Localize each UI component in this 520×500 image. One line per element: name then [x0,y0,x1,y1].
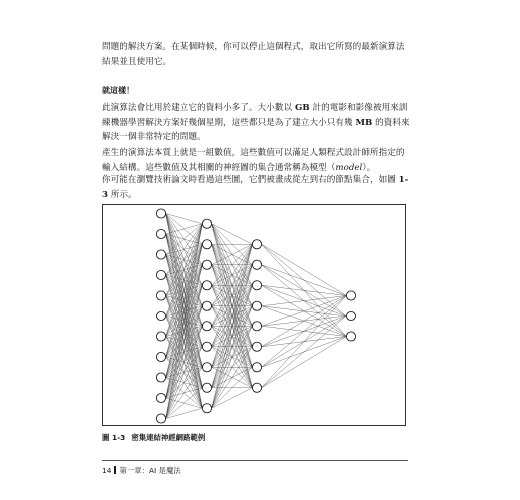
connection-line [262,265,347,296]
node-layer-3 [252,281,261,290]
text-fragment: 計的電影和影像被用來訓練機器學習解決方案好幾個星期，這些都只是為了建立大小只有幾 [102,103,408,128]
text-fragment: 的資料來解決一個非常特定的問題。 [102,117,410,143]
node-layer-2 [202,281,211,290]
node-layer-4 [346,332,355,341]
node-layer-1 [156,414,165,423]
footer-divider [102,460,408,461]
connection-line [262,296,347,347]
node-layer-2 [202,240,211,249]
text-fragment: 產生的演算法本質上就是一組數值，這些數值可以滿足人類程式設計師所指定的輸入結構。這些數值及其相關的神經圖的集合通常稱為模型（ [102,148,405,173]
page-number: 14 [102,466,112,475]
node-layer-3 [252,342,261,351]
text-fragment: ）。 [362,162,376,173]
connection-line [212,224,253,245]
figure-caption-text: 密集連結神經網路範例 [131,433,206,442]
paragraph-intro: 問題的解決方案。在某個時候，你可以停止這個程式，取出它所寫的最新演算法結果並且使用它。 [102,42,405,67]
node-layer-2 [202,383,211,392]
text-model-term: model [335,162,363,173]
node-layer-3 [252,363,261,372]
node-layer-2 [202,342,211,351]
node-layer-1 [156,332,165,341]
node-layer-3 [252,383,261,392]
paragraph-data-size [102,101,412,145]
node-layer-2 [202,363,211,372]
connection-line [262,296,347,306]
paragraph-thats-it: 就這樣！ [102,86,135,95]
node-layer-3 [252,322,261,331]
neural-network-diagram [103,205,407,427]
paragraph-model [102,146,412,175]
node-layer-1 [156,291,165,300]
node-layer-2 [202,322,211,331]
node-layer-1 [156,229,165,238]
connection-line [212,306,253,409]
paragraph-figure-ref [102,173,412,202]
figure-reference: 1-3 [102,175,409,200]
connection-line [262,337,347,388]
figure-neural-network [102,204,406,426]
connection-line [166,224,203,234]
text-fragment: 你可能在瀏覽技術論文時看過這些圖，它們被畫成從左到右的節點集合，如圖 [102,175,399,185]
node-layer-3 [252,301,261,310]
node-layer-1 [156,352,165,361]
connection-line [212,265,253,409]
node-layer-2 [202,301,211,310]
node-layer-1 [156,270,165,279]
node-layer-3 [252,240,261,249]
node-layer-1 [156,393,165,402]
text-mb: MB [355,117,373,128]
connection-line [262,285,347,295]
node-layer-2 [202,260,211,269]
connection-line [262,296,347,368]
connection-line [212,347,253,409]
text-fragment: 此演算法會比用於建立它的資料小多了。大小數以 [102,103,295,113]
node-layer-1 [156,311,165,320]
connection-line [262,296,347,327]
node-layer-1 [156,250,165,259]
chapter-title: 第一章：AI 是魔法 [119,466,181,475]
text-fragment: 所示。 [108,189,137,200]
node-layer-1 [156,373,165,382]
figure-caption-number: 圖 1-3 [102,433,126,442]
figure-caption [102,432,205,443]
node-layer-2 [202,404,211,413]
node-layer-3 [252,260,261,269]
connection-line [212,388,253,409]
connection-line [262,244,347,295]
text-gb: GB [294,103,310,113]
connection-line [262,316,347,388]
connection-line [262,296,347,388]
node-layer-2 [202,219,211,228]
node-layer-1 [156,209,165,218]
connection-line [166,408,203,418]
page-footer [102,465,181,476]
connection-line [166,214,203,224]
footer-separator [114,466,116,474]
node-layer-4 [346,291,355,300]
node-layer-4 [346,311,355,320]
